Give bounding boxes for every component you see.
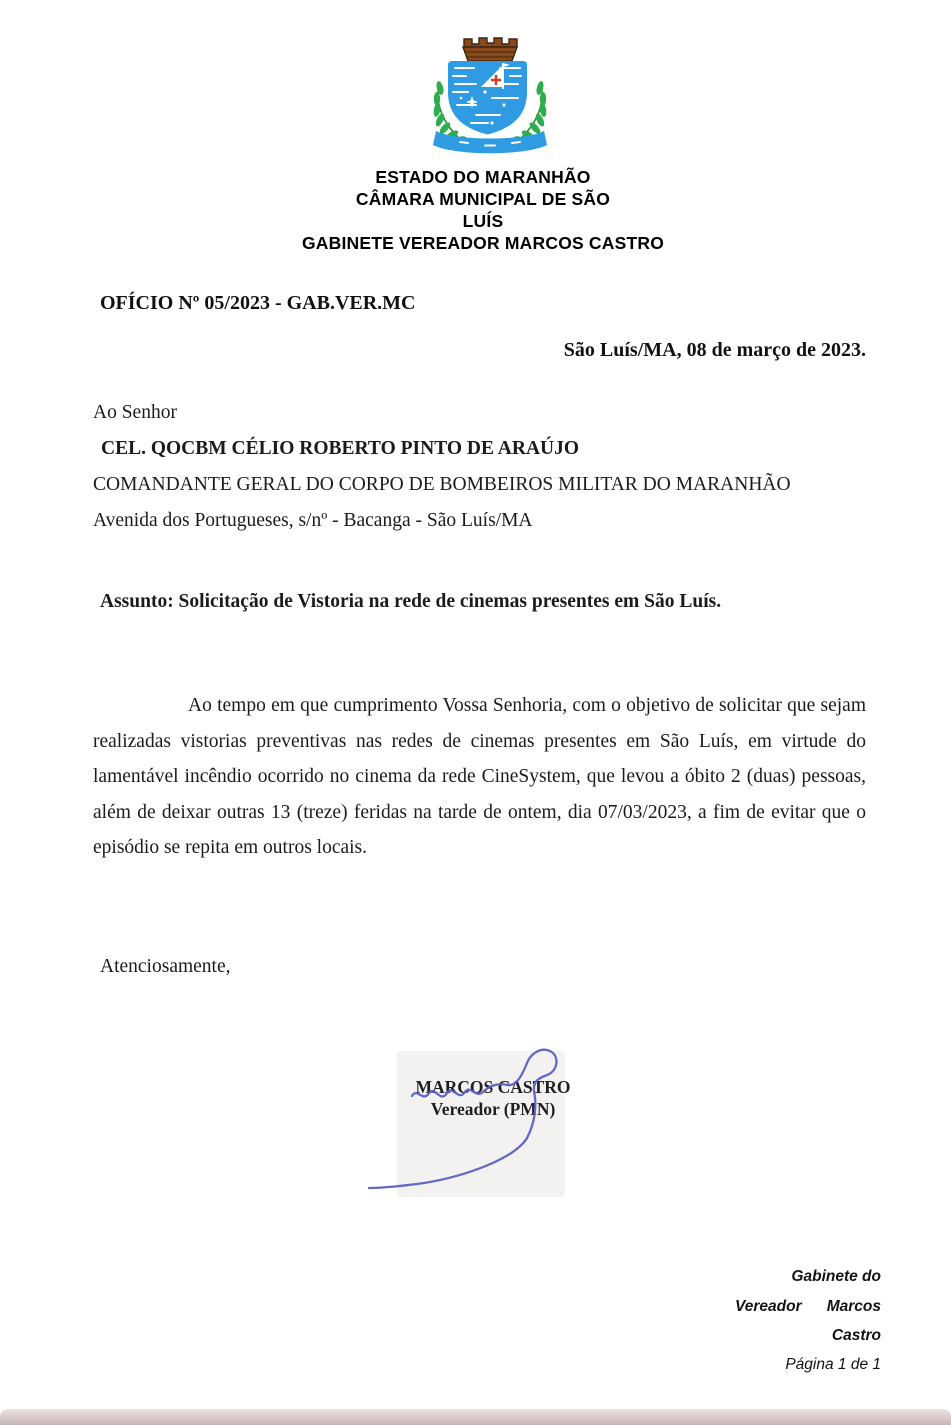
addressee-name: CEL. QOCBM CÉLIO ROBERTO PINTO DE ARAÚJO [101,438,580,459]
signatory-role: Vereador (PMN) [430,1099,556,1119]
closing-salutation: Atenciosamente, [100,956,231,977]
handwritten-signature [357,1043,637,1205]
document-reference: OFÍCIO Nº 05/2023 - GAB.VER.MC [100,292,416,314]
signatory-name: MARCOS CASTRO [415,1077,571,1097]
footer-office-block [735,1262,881,1351]
letterhead-state: ESTADO DO MARANHÃO [375,167,591,187]
coat-of-arms [429,35,551,161]
body-paragraph: Ao tempo em que cumprimento Vossa Senhoria, com o objetivo de solicitar que sejam realizadas vistorias preventivas nas redes de cinemas presentes em São Luís, em virtude do lamentável incêndio ocorrido no cinema da rede CineSystem, que levou a óbito 2 (duas) pessoas, além de deixar outras 13 (treze) feridas na tarde de ontem, dia 07/03/2023, a fim de evitar que o episódio se repita em outros locais. [93,695,866,859]
page-bottom-edge [0,1409,951,1425]
coat-of-arms-graphic [429,35,551,161]
letterhead [93,166,873,254]
letterhead-office: GABINETE VEREADOR MARCOS CASTRO [301,233,665,253]
footer-line2-left: Vereador [735,1297,802,1315]
date-line: São Luís/MA, 08 de março de 2023. [563,339,866,361]
signature-block [357,1043,637,1205]
footer-line2-right: Marcos [826,1297,881,1315]
letterhead-chamber-line1: CÂMARA MUNICIPAL DE SÃO [355,189,611,209]
letterhead-chamber-line2: LUÍS [462,211,504,231]
mural-crown [463,38,517,61]
footer-line1: Gabinete do [791,1268,881,1285]
addressee-salutation: Ao Senhor [93,402,177,423]
footer-line3: Castro [831,1327,881,1344]
footer-line2 [735,1292,881,1322]
page-number: Página 1 de 1 [785,1356,881,1373]
addressee-block [93,395,791,539]
addressee-title: COMANDANTE GERAL DO CORPO DE BOMBEIROS MILITAR DO MARANHÃO [93,474,791,495]
addressee-address: Avenida dos Portugueses, s/nº - Bacanga - São Luís/MA [93,510,533,531]
subject-line: Assunto: Solicitação de Vistoria na rede de cinemas presentes em São Luís. [100,591,722,612]
